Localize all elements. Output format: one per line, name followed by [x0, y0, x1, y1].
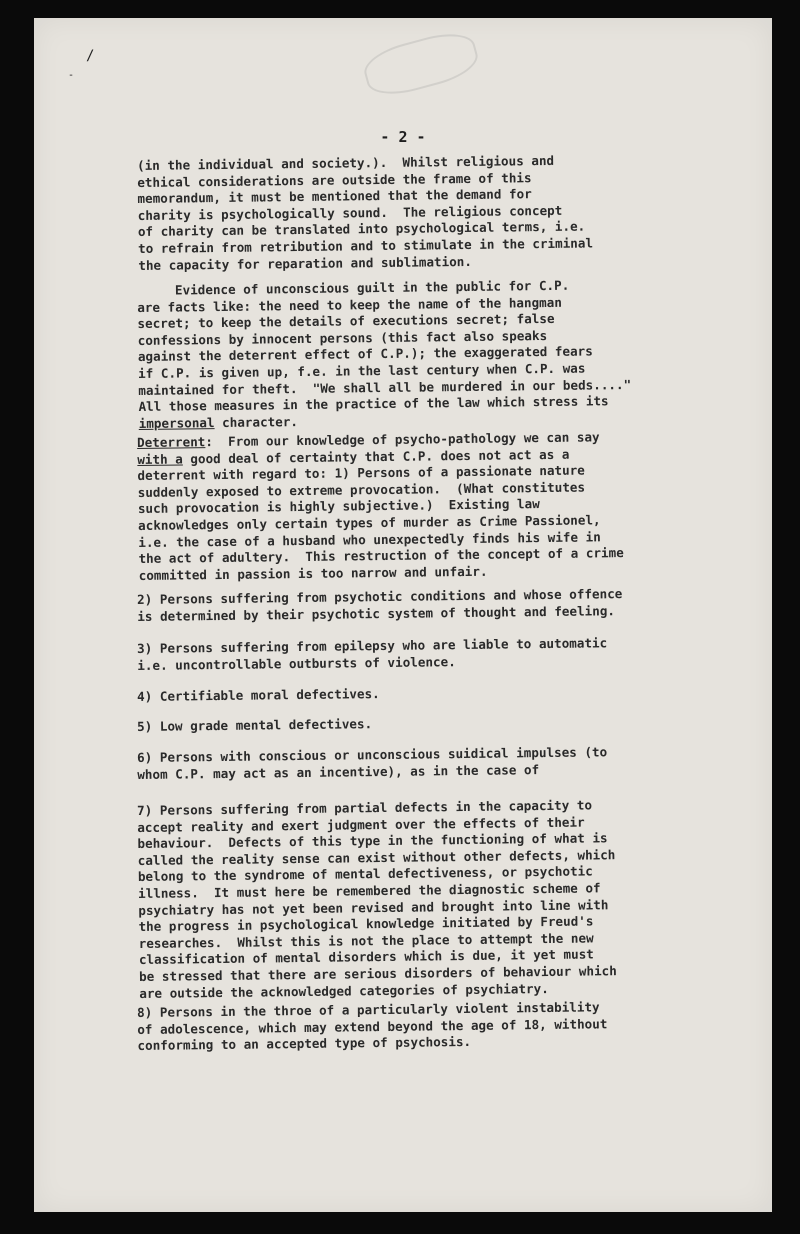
margin-mark: /: [86, 48, 95, 64]
paragraph-intro: [137, 151, 738, 274]
text-line: 3) Persons suffering from epilepsy who are liable to automatic: [137, 635, 608, 656]
text-line: classification of mental disorders which is due, it yet must: [138, 946, 594, 968]
text-line: conforming to an accepted type of psychosis.: [137, 1034, 472, 1054]
document-page: [34, 18, 772, 1212]
text-line: secret; to keep the details of executions secret; false: [137, 311, 555, 332]
text-fragment: good deal of certainty that C.P. does not act as a: [182, 446, 570, 467]
text-line: All those measures in the practice of the law which stress its: [138, 393, 609, 415]
page-number: - 2 -: [380, 128, 426, 146]
text-line: psychiatry has not yet been revised and brought into line with: [138, 896, 609, 918]
underlined-term: with a: [137, 451, 183, 467]
text-line: against the deterrent effect of C.P.); the exaggerated fears: [137, 343, 593, 365]
text-line: charity is psychologically sound. The religious concept: [137, 202, 563, 223]
text-line: of adolescence, which may extend beyond the age of 18, without: [137, 1015, 608, 1037]
text-line: if C.P. is given up, f.e. in the last century when C.P. was: [138, 360, 586, 381]
text-line: called the reality sense can exist without other defects, which: [137, 846, 616, 868]
paragraph-unconscious-guilt: [137, 276, 739, 433]
section-heading: Deterrent: [137, 434, 206, 450]
text-line: memorandum, it must be mentioned that the demand for: [137, 186, 532, 207]
text-line: is determined by their psychotic system of thought and feeling.: [137, 602, 616, 624]
text-line: the capacity for reparation and sublimation.: [138, 253, 472, 273]
text-line: researches. Whilst this is not the place to attempt the new: [138, 930, 594, 951]
text-line: of charity can be translated into psychological terms, i.e.: [137, 218, 586, 240]
text-line: illness. It must here be remembered the diagnostic scheme of: [138, 880, 601, 901]
text-line: such provocation is highly subjective.) Existing law: [137, 496, 540, 517]
text-line: 4) Certifiable moral defectives.: [137, 686, 380, 704]
text-line: 2) Persons suffering from psychotic conditions and whose offence: [137, 586, 623, 607]
text-line: deterrent with regard to: 1) Persons of a passionate nature: [137, 462, 585, 484]
text-line: be stressed that there are serious disorders of behaviour which: [139, 963, 617, 984]
text-line: confessions by innocent persons (this fact also speaks: [137, 327, 548, 348]
list-item-7: [137, 796, 739, 1002]
text-line: ethical considerations are outside the frame of this: [137, 169, 532, 190]
text-line: 8) Persons in the throe of a particularly violent instability: [137, 999, 600, 1020]
list-item-4: [137, 682, 737, 706]
text-line: maintained for theft. "We shall all be murdered in our beds....": [138, 376, 632, 398]
paragraph-deterrent: [137, 428, 739, 585]
text-line: behaviour. Defects of this type in the functioning of what is: [137, 830, 608, 852]
list-item-2: [137, 585, 737, 626]
text-line: the progress in psychological knowledge initiated by Freud's: [138, 913, 594, 935]
margin-mark: -: [68, 70, 75, 81]
text-line: acknowledges only certain types of murder as Crime Passionel,: [138, 512, 601, 533]
text-line: Evidence of unconscious guilt in the public for C.P.: [137, 277, 570, 298]
text-line: suddenly exposed to extreme provocation. (What constitutes: [137, 479, 586, 500]
faded-stamp: [360, 26, 483, 102]
text-line: i.e. the case of a husband who unexpectedly finds his wife in: [138, 528, 601, 550]
list-item-3: [137, 634, 737, 675]
text-line: accept reality and exert judgment over the effects of their: [137, 814, 585, 835]
text-line: 5) Low grade mental defectives.: [137, 716, 373, 734]
list-item-5: [137, 712, 737, 736]
text-line: 6) Persons with conscious or unconscious suidical impulses (to: [137, 744, 608, 765]
text-fragment: character.: [214, 413, 299, 430]
underlined-term: impersonal: [138, 414, 215, 431]
list-item-6: [137, 743, 737, 784]
text-line: the act of adultery. This restruction of the concept of a crime: [138, 545, 624, 567]
text-line: committed in passion is too narrow and unfair.: [138, 563, 488, 583]
text-line: are outside the acknowledged categories of psychiatry.: [139, 980, 549, 1001]
text-line: (in the individual and society.). Whilst religious and: [137, 152, 555, 173]
text-line: whom C.P. may act as an incentive), as in the case of: [137, 761, 540, 782]
text-line: i.e. uncontrollable outbursts of violence.: [137, 653, 456, 673]
text-line: 7) Persons suffering from partial defects in the capacity to: [137, 797, 593, 818]
text-line: belong to the syndrome of mental defectiveness, or psychotic: [137, 863, 593, 885]
text-line: are facts like: the need to keep the name of the hangman: [137, 294, 562, 315]
text-line: to refrain from retribution and to stimulate in the criminal: [138, 235, 594, 256]
text-fragment: : From our knowledge of psycho-pathology we can say: [205, 429, 600, 450]
list-item-8: [137, 998, 738, 1055]
